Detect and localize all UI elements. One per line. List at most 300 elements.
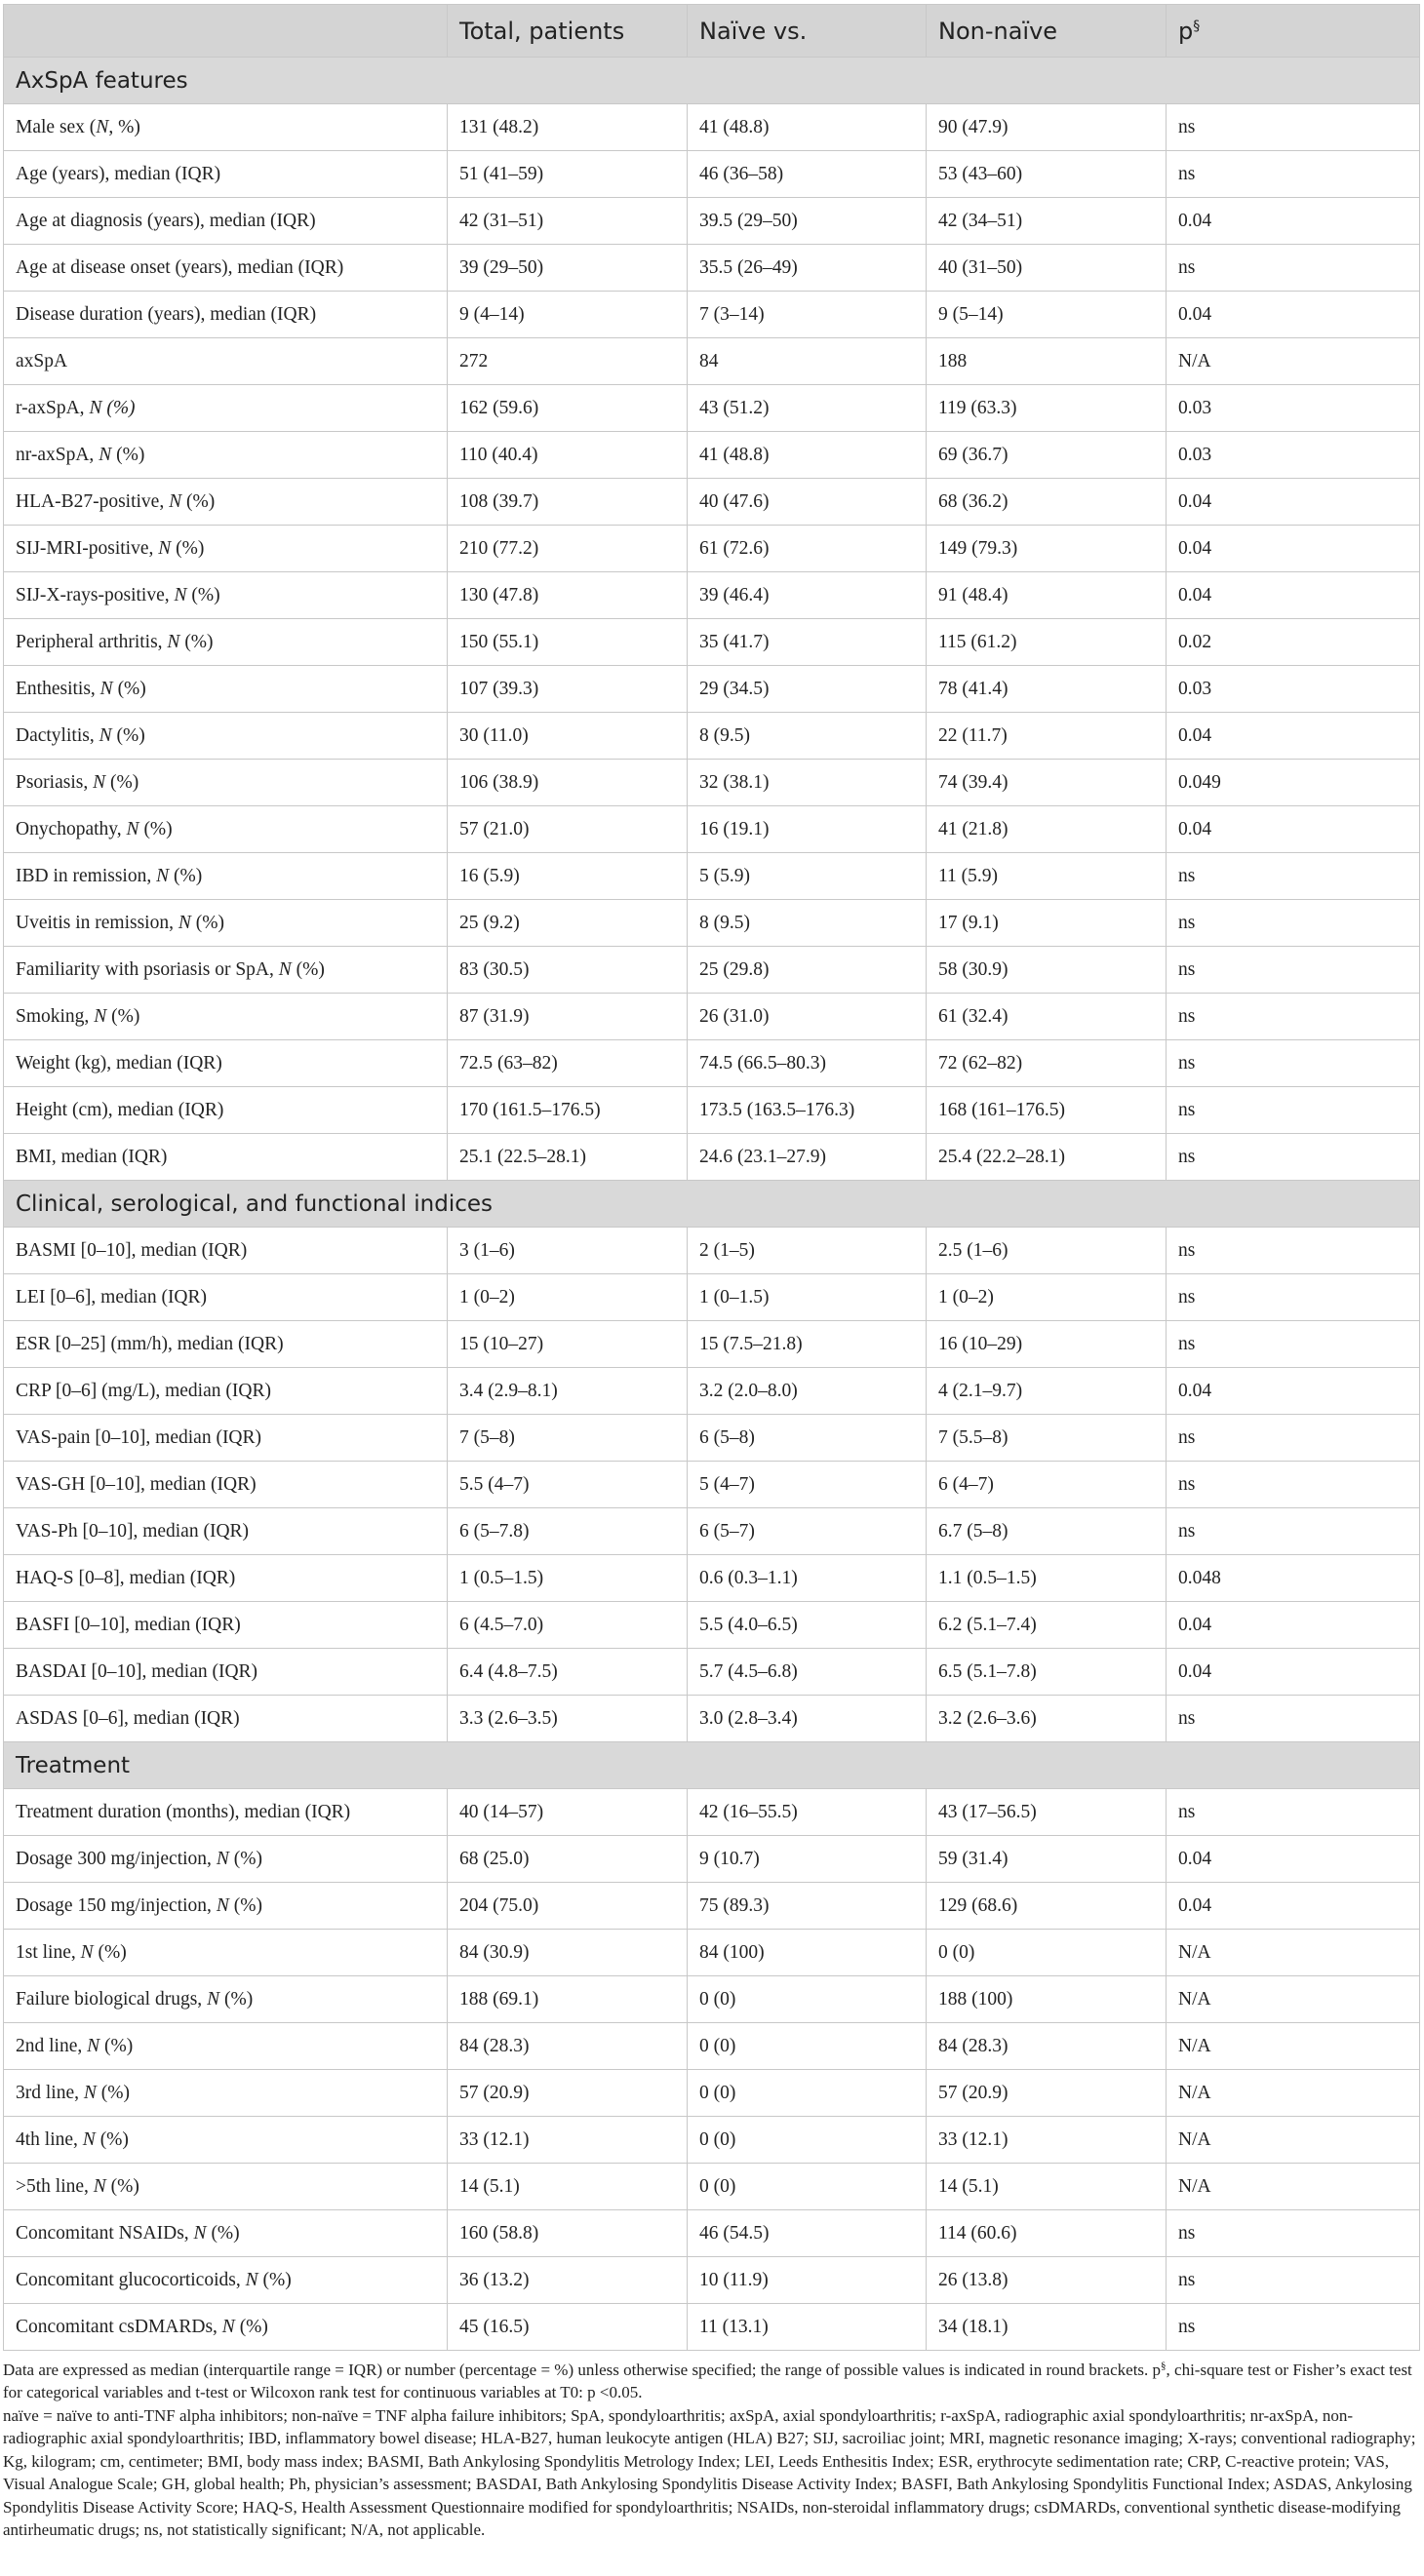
row-label [4, 526, 448, 572]
row-label [4, 2117, 448, 2164]
cell-nonnaive: 90 (47.9) [927, 104, 1167, 151]
cell-total: 33 (12.1) [448, 2117, 688, 2164]
footnote-1-b: , chi-square test or Fisher’s exact test for categorical variables and t-test or Wilcoxon rank test for continuous variables at T0: p <0.05. [3, 2361, 1412, 2402]
row-label-italic: N [174, 584, 187, 605]
cell-total: 15 (10–27) [448, 1321, 688, 1368]
cell-naive: 173.5 (163.5–176.3) [688, 1087, 927, 1134]
cell-total: 30 (11.0) [448, 713, 688, 760]
row-label [4, 2023, 448, 2070]
row-label-text: BASMI [0–10], median (IQR) [16, 1239, 248, 1261]
cell-total: 16 (5.9) [448, 853, 688, 900]
cell-p: N/A [1167, 2070, 1420, 2117]
section-title: AxSpA features [4, 58, 1420, 104]
cell-nonnaive: 6 (4–7) [927, 1462, 1167, 1508]
row-label-suffix: (%) [291, 958, 325, 980]
section-header-row [4, 1742, 1420, 1789]
row-label-text: Enthesitis, [16, 678, 100, 699]
cell-naive: 0 (0) [688, 2023, 927, 2070]
cell-naive: 5.5 (4.0–6.5) [688, 1602, 927, 1649]
table-row [4, 1649, 1420, 1696]
table-row [4, 1321, 1420, 1368]
footnote-1-a: Data are expressed as median (interquartile range = IQR) or number (percentage = %) unless otherwise specified; the range of possible values is indicated in round brackets. p [3, 2361, 1162, 2379]
row-label [4, 292, 448, 338]
row-label [4, 666, 448, 713]
cell-naive: 16 (19.1) [688, 806, 927, 853]
cell-p: N/A [1167, 2164, 1420, 2210]
cell-p: ns [1167, 1274, 1420, 1321]
cell-naive: 43 (51.2) [688, 385, 927, 432]
row-label-italic: N (%) [89, 397, 136, 418]
cell-nonnaive: 1 (0–2) [927, 1274, 1167, 1321]
cell-p: ns [1167, 2257, 1420, 2304]
cell-naive: 1 (0–1.5) [688, 1274, 927, 1321]
table-row [4, 947, 1420, 994]
row-label-text: VAS-pain [0–10], median (IQR) [16, 1426, 262, 1448]
row-label-italic: N [216, 1848, 229, 1869]
table-row [4, 666, 1420, 713]
cell-p: N/A [1167, 2117, 1420, 2164]
table-footnotes [3, 2359, 1419, 2542]
header-p-label: p [1178, 17, 1194, 45]
row-label-suffix: (%) [186, 584, 220, 605]
cell-naive: 0 (0) [688, 2117, 927, 2164]
row-label-text: Concomitant csDMARDs, [16, 2316, 222, 2337]
cell-nonnaive: 43 (17–56.5) [927, 1789, 1167, 1836]
table-row [4, 1976, 1420, 2023]
cell-nonnaive: 188 (100) [927, 1976, 1167, 2023]
row-label [4, 760, 448, 806]
footnote-2: naïve = naïve to anti-TNF alpha inhibitors; non-naïve = TNF alpha failure inhibitors; SpA, spondyloarthritis; axSpA, axial spondyloarthritis; r-axSpA, radiographic axial spondyloarthritis; nr-axSpA, non-radiographic axial spondyloarthritis; IBD, inflammatory bowel disease; HLA-B27, human leukocyte antigen (HLA) B27; SIJ, sacroiliac joint; MRI, magnetic resonance imaging; X-rays; conventional radiography; Kg, kilogram; cm, centimeter; BMI, body mass index; BASMI, Bath Ankylosing Spondylitis Metrology Index; LEI, Leeds Enthesitis Index; ESR, erythrocyte sedimentation rate; CRP, C-reactive protein; VAS, Visual Analogue Scale; GH, global health; Ph, physician’s assessment; BASDAI, Bath Ankylosing Spondylitis Disease Activity Index; BASFI, Bath Ankylosing Spondylitis Functional Index; ASDAS, Ankylosing Spondylitis Disease Activity Score; HAQ-S, Health Assessment Questionnaire modified for spondyloarthritis; NSAIDs, non-steroidal inflammatory drugs; csDMARDs, conventional synthetic disease-modifying antirheumatic drugs; ns, not statistically significant; N/A, not applicable. [3, 2405, 1416, 2540]
row-label-text: Psoriasis, [16, 771, 94, 793]
cell-nonnaive: 17 (9.1) [927, 900, 1167, 947]
table-header-row [4, 5, 1420, 58]
section-title: Clinical, serological, and functional indices [4, 1181, 1420, 1228]
table-row [4, 2210, 1420, 2257]
row-label [4, 1555, 448, 1602]
cell-p: 0.04 [1167, 1368, 1420, 1415]
cell-p: 0.04 [1167, 1602, 1420, 1649]
cell-nonnaive: 41 (21.8) [927, 806, 1167, 853]
row-label-text: 4th line, [16, 2128, 83, 2150]
cell-p: ns [1167, 1789, 1420, 1836]
table-row [4, 1134, 1420, 1181]
cell-total: 3.3 (2.6–3.5) [448, 1696, 688, 1742]
cell-naive: 7 (3–14) [688, 292, 927, 338]
row-label [4, 619, 448, 666]
cell-naive: 84 (100) [688, 1930, 927, 1976]
row-label-suffix: (%) [93, 1941, 127, 1963]
table-row [4, 292, 1420, 338]
cell-total: 42 (31–51) [448, 198, 688, 245]
row-label-suffix: (%) [105, 2175, 139, 2197]
cell-naive: 5 (5.9) [688, 853, 927, 900]
cell-nonnaive: 40 (31–50) [927, 245, 1167, 292]
row-label-text: Concomitant glucocorticoids, [16, 2269, 246, 2290]
cell-total: 130 (47.8) [448, 572, 688, 619]
row-label-italic: N [93, 771, 106, 793]
row-label [4, 432, 448, 479]
cell-p: 0.048 [1167, 1555, 1420, 1602]
cell-p: ns [1167, 245, 1420, 292]
row-label-italic: N [193, 2222, 207, 2244]
table-row [4, 900, 1420, 947]
row-label [4, 104, 448, 151]
row-label-text: 1st line, [16, 1941, 81, 1963]
cell-nonnaive: 6.5 (5.1–7.8) [927, 1649, 1167, 1696]
row-label-italic: N [156, 865, 170, 886]
cell-p: ns [1167, 1087, 1420, 1134]
cell-p: ns [1167, 1321, 1420, 1368]
cell-p: ns [1167, 1696, 1420, 1742]
table-row [4, 338, 1420, 385]
cell-naive: 84 [688, 338, 927, 385]
table-row [4, 1555, 1420, 1602]
table-row [4, 1274, 1420, 1321]
table-row [4, 713, 1420, 760]
row-label-text: Age (years), median (IQR) [16, 163, 221, 184]
cell-p: ns [1167, 1508, 1420, 1555]
cell-naive: 46 (36–58) [688, 151, 927, 198]
header-naive: Naïve vs. [688, 5, 927, 58]
cell-total: 25 (9.2) [448, 900, 688, 947]
cell-p: 0.04 [1167, 198, 1420, 245]
row-label [4, 572, 448, 619]
section-header-row [4, 1181, 1420, 1228]
row-label-text: Weight (kg), median (IQR) [16, 1052, 222, 1073]
row-label-text: HAQ-S [0–8], median (IQR) [16, 1567, 236, 1588]
table-row [4, 760, 1420, 806]
cell-p: ns [1167, 151, 1420, 198]
cell-nonnaive: 9 (5–14) [927, 292, 1167, 338]
cell-total: 5.5 (4–7) [448, 1462, 688, 1508]
row-label [4, 994, 448, 1040]
row-label [4, 1508, 448, 1555]
table-row [4, 572, 1420, 619]
footnote-1-sup: § [1161, 2360, 1167, 2372]
row-label-suffix: (%) [95, 2128, 129, 2150]
cell-nonnaive: 91 (48.4) [927, 572, 1167, 619]
row-label-text: Age at disease onset (years), median (IQR) [16, 256, 344, 278]
cell-nonnaive: 1.1 (0.5–1.5) [927, 1555, 1167, 1602]
row-label-text: Dactylitis, [16, 724, 99, 746]
row-label [4, 1462, 448, 1508]
row-label-italic: N [178, 912, 191, 933]
cell-naive: 6 (5–8) [688, 1415, 927, 1462]
cell-p: 0.04 [1167, 1836, 1420, 1883]
cell-nonnaive: 57 (20.9) [927, 2070, 1167, 2117]
cell-naive: 39 (46.4) [688, 572, 927, 619]
cell-nonnaive: 58 (30.9) [927, 947, 1167, 994]
cell-total: 84 (28.3) [448, 2023, 688, 2070]
cell-total: 272 [448, 338, 688, 385]
cell-nonnaive: 6.7 (5–8) [927, 1508, 1167, 1555]
cell-nonnaive: 4 (2.1–9.7) [927, 1368, 1167, 1415]
row-label-italic: N [167, 631, 180, 652]
row-label-suffix: (%) [257, 2269, 292, 2290]
cell-naive: 8 (9.5) [688, 900, 927, 947]
table-row [4, 1040, 1420, 1087]
cell-p: N/A [1167, 2023, 1420, 2070]
cell-nonnaive: 69 (36.7) [927, 432, 1167, 479]
cell-total: 7 (5–8) [448, 1415, 688, 1462]
table-row [4, 1462, 1420, 1508]
cell-naive: 0 (0) [688, 2070, 927, 2117]
patient-characteristics-table [3, 4, 1420, 2351]
cell-total: 87 (31.9) [448, 994, 688, 1040]
row-label-text: ASDAS [0–6], median (IQR) [16, 1707, 240, 1729]
table-row [4, 2257, 1420, 2304]
cell-naive: 9 (10.7) [688, 1836, 927, 1883]
row-label [4, 1649, 448, 1696]
cell-naive: 5.7 (4.5–6.8) [688, 1649, 927, 1696]
footnote-1 [3, 2359, 1419, 2404]
row-label-text: ESR [0–25] (mm/h), median (IQR) [16, 1333, 284, 1354]
table-body [4, 58, 1420, 2351]
row-label [4, 245, 448, 292]
cell-total: 150 (55.1) [448, 619, 688, 666]
row-label-italic: N [126, 818, 139, 839]
table-row [4, 1415, 1420, 1462]
cell-naive: 0 (0) [688, 2164, 927, 2210]
cell-nonnaive: 16 (10–29) [927, 1321, 1167, 1368]
section-header-row [4, 58, 1420, 104]
row-label-suffix: (%) [228, 1848, 262, 1869]
cell-p: N/A [1167, 1976, 1420, 2023]
row-label [4, 1087, 448, 1134]
cell-naive: 39.5 (29–50) [688, 198, 927, 245]
cell-total: 39 (29–50) [448, 245, 688, 292]
cell-total: 57 (21.0) [448, 806, 688, 853]
table-row [4, 526, 1420, 572]
row-label [4, 1228, 448, 1274]
row-label [4, 198, 448, 245]
cell-p: ns [1167, 1134, 1420, 1181]
cell-nonnaive: 188 [927, 338, 1167, 385]
cell-p: ns [1167, 1462, 1420, 1508]
row-label [4, 2304, 448, 2351]
cell-naive: 41 (48.8) [688, 104, 927, 151]
table-row [4, 2164, 1420, 2210]
section-title: Treatment [4, 1742, 1420, 1789]
row-label [4, 385, 448, 432]
cell-p: N/A [1167, 1930, 1420, 1976]
cell-nonnaive: 115 (61.2) [927, 619, 1167, 666]
row-label-italic: N [83, 2082, 97, 2103]
row-label [4, 1976, 448, 2023]
row-label-text: Dosage 150 mg/injection, [16, 1894, 217, 1916]
row-label-text: Dosage 300 mg/injection, [16, 1848, 217, 1869]
cell-p: ns [1167, 2304, 1420, 2351]
cell-nonnaive: 168 (161–176.5) [927, 1087, 1167, 1134]
table-row [4, 104, 1420, 151]
cell-total: 83 (30.5) [448, 947, 688, 994]
cell-nonnaive: 2.5 (1–6) [927, 1228, 1167, 1274]
cell-total: 40 (14–57) [448, 1789, 688, 1836]
row-label-text: CRP [0–6] (mg/L), median (IQR) [16, 1380, 271, 1401]
table-row [4, 1883, 1420, 1930]
table-row [4, 1696, 1420, 1742]
row-label [4, 1836, 448, 1883]
row-label-text: LEI [0–6], median (IQR) [16, 1286, 208, 1308]
cell-naive: 75 (89.3) [688, 1883, 927, 1930]
cell-p: 0.04 [1167, 1883, 1420, 1930]
row-label-italic: N [158, 537, 172, 559]
row-label [4, 2070, 448, 2117]
cell-nonnaive: 34 (18.1) [927, 2304, 1167, 2351]
cell-total: 170 (161.5–176.5) [448, 1087, 688, 1134]
cell-nonnaive: 0 (0) [927, 1930, 1167, 1976]
row-label-suffix: (%) [171, 537, 205, 559]
cell-p: 0.04 [1167, 1649, 1420, 1696]
row-label-text: Peripheral arthritis, [16, 631, 168, 652]
row-label-text: BASFI [0–10], median (IQR) [16, 1614, 241, 1635]
cell-p: ns [1167, 1040, 1420, 1087]
row-label-text: Failure biological drugs, [16, 1988, 208, 2010]
table-row [4, 1836, 1420, 1883]
row-label [4, 2257, 448, 2304]
cell-p: 0.03 [1167, 666, 1420, 713]
cell-p: 0.03 [1167, 385, 1420, 432]
cell-naive: 3.0 (2.8–3.4) [688, 1696, 927, 1742]
row-label-suffix: (%) [234, 2316, 268, 2337]
row-label-suffix: (%) [190, 912, 224, 933]
cell-p: ns [1167, 2210, 1420, 2257]
cell-naive: 74.5 (66.5–80.3) [688, 1040, 927, 1087]
cell-nonnaive: 26 (13.8) [927, 2257, 1167, 2304]
row-label-text: SIJ-MRI-positive, [16, 537, 159, 559]
row-label [4, 806, 448, 853]
cell-total: 6.4 (4.8–7.5) [448, 1649, 688, 1696]
table-row [4, 2117, 1420, 2164]
cell-total: 57 (20.9) [448, 2070, 688, 2117]
cell-naive: 2 (1–5) [688, 1228, 927, 1274]
row-label-suffix: (%) [111, 444, 145, 465]
row-label [4, 479, 448, 526]
table-row [4, 198, 1420, 245]
cell-nonnaive: 22 (11.7) [927, 713, 1167, 760]
cell-nonnaive: 74 (39.4) [927, 760, 1167, 806]
row-label-italic: N [221, 2316, 235, 2337]
cell-total: 162 (59.6) [448, 385, 688, 432]
table-row [4, 432, 1420, 479]
cell-p: 0.04 [1167, 806, 1420, 853]
row-label [4, 713, 448, 760]
cell-nonnaive: 33 (12.1) [927, 2117, 1167, 2164]
cell-total: 68 (25.0) [448, 1836, 688, 1883]
cell-total: 107 (39.3) [448, 666, 688, 713]
table-row [4, 1228, 1420, 1274]
cell-nonnaive: 3.2 (2.6–3.6) [927, 1696, 1167, 1742]
row-label-italic: N [216, 1894, 229, 1916]
cell-naive: 35 (41.7) [688, 619, 927, 666]
header-nonnaive: Non-naïve [927, 5, 1167, 58]
cell-naive: 0 (0) [688, 1976, 927, 2023]
row-label-text: BMI, median (IQR) [16, 1146, 168, 1167]
table-row [4, 1602, 1420, 1649]
cell-naive: 26 (31.0) [688, 994, 927, 1040]
cell-total: 72.5 (63–82) [448, 1040, 688, 1087]
cell-nonnaive: 149 (79.3) [927, 526, 1167, 572]
row-label-italic: N [99, 444, 112, 465]
cell-nonnaive: 61 (32.4) [927, 994, 1167, 1040]
cell-nonnaive: 6.2 (5.1–7.4) [927, 1602, 1167, 1649]
table-row [4, 1930, 1420, 1976]
row-label-text: BASDAI [0–10], median (IQR) [16, 1660, 258, 1682]
cell-naive: 46 (54.5) [688, 2210, 927, 2257]
cell-total: 6 (5–7.8) [448, 1508, 688, 1555]
table-row [4, 994, 1420, 1040]
cell-p: ns [1167, 994, 1420, 1040]
row-label-suffix: (%) [181, 490, 216, 512]
cell-naive: 5 (4–7) [688, 1462, 927, 1508]
row-label-suffix: , %) [108, 116, 140, 137]
cell-naive: 6 (5–7) [688, 1508, 927, 1555]
row-label-text: 2nd line, [16, 2035, 88, 2056]
row-label [4, 2164, 448, 2210]
row-label-suffix: (%) [219, 1988, 254, 2010]
header-p-sup: § [1193, 18, 1201, 34]
cell-naive: 24.6 (23.1–27.9) [688, 1134, 927, 1181]
row-label-text: Height (cm), median (IQR) [16, 1099, 224, 1120]
cell-total: 51 (41–59) [448, 151, 688, 198]
cell-nonnaive: 42 (34–51) [927, 198, 1167, 245]
row-label [4, 1040, 448, 1087]
cell-total: 1 (0–2) [448, 1274, 688, 1321]
cell-naive: 41 (48.8) [688, 432, 927, 479]
table-row [4, 1087, 1420, 1134]
row-label-suffix: (%) [99, 2035, 134, 2056]
cell-nonnaive: 59 (31.4) [927, 1836, 1167, 1883]
cell-nonnaive: 11 (5.9) [927, 853, 1167, 900]
row-label [4, 1368, 448, 1415]
row-label-text: VAS-GH [0–10], median (IQR) [16, 1473, 257, 1495]
header-p [1167, 5, 1420, 58]
row-label-suffix: (%) [105, 771, 139, 793]
table-row [4, 1789, 1420, 1836]
cell-nonnaive: 114 (60.6) [927, 2210, 1167, 2257]
cell-total: 106 (38.9) [448, 760, 688, 806]
cell-total: 36 (13.2) [448, 2257, 688, 2304]
cell-naive: 61 (72.6) [688, 526, 927, 572]
cell-total: 45 (16.5) [448, 2304, 688, 2351]
cell-p: 0.03 [1167, 432, 1420, 479]
row-label-italic: N [278, 958, 292, 980]
row-label-italic: N [82, 2128, 96, 2150]
cell-total: 6 (4.5–7.0) [448, 1602, 688, 1649]
cell-p: ns [1167, 1415, 1420, 1462]
cell-naive: 25 (29.8) [688, 947, 927, 994]
row-label [4, 1883, 448, 1930]
row-label-italic: N [93, 2175, 106, 2197]
table-row [4, 853, 1420, 900]
cell-naive: 32 (38.1) [688, 760, 927, 806]
row-label-text: 3rd line, [16, 2082, 84, 2103]
cell-nonnaive: 7 (5.5–8) [927, 1415, 1167, 1462]
cell-naive: 3.2 (2.0–8.0) [688, 1368, 927, 1415]
table-row [4, 245, 1420, 292]
row-label-text: HLA-B27-positive, [16, 490, 170, 512]
row-label-text: Age at diagnosis (years), median (IQR) [16, 210, 316, 231]
row-label-text: r-axSpA, [16, 397, 90, 418]
cell-naive: 8 (9.5) [688, 713, 927, 760]
row-label [4, 900, 448, 947]
row-label-text: SIJ-X-rays-positive, [16, 584, 175, 605]
row-label-italic: N [94, 1005, 107, 1027]
header-total: Total, patients [448, 5, 688, 58]
row-label-suffix: (%) [106, 1005, 140, 1027]
cell-naive: 35.5 (26–49) [688, 245, 927, 292]
cell-p: 0.04 [1167, 292, 1420, 338]
